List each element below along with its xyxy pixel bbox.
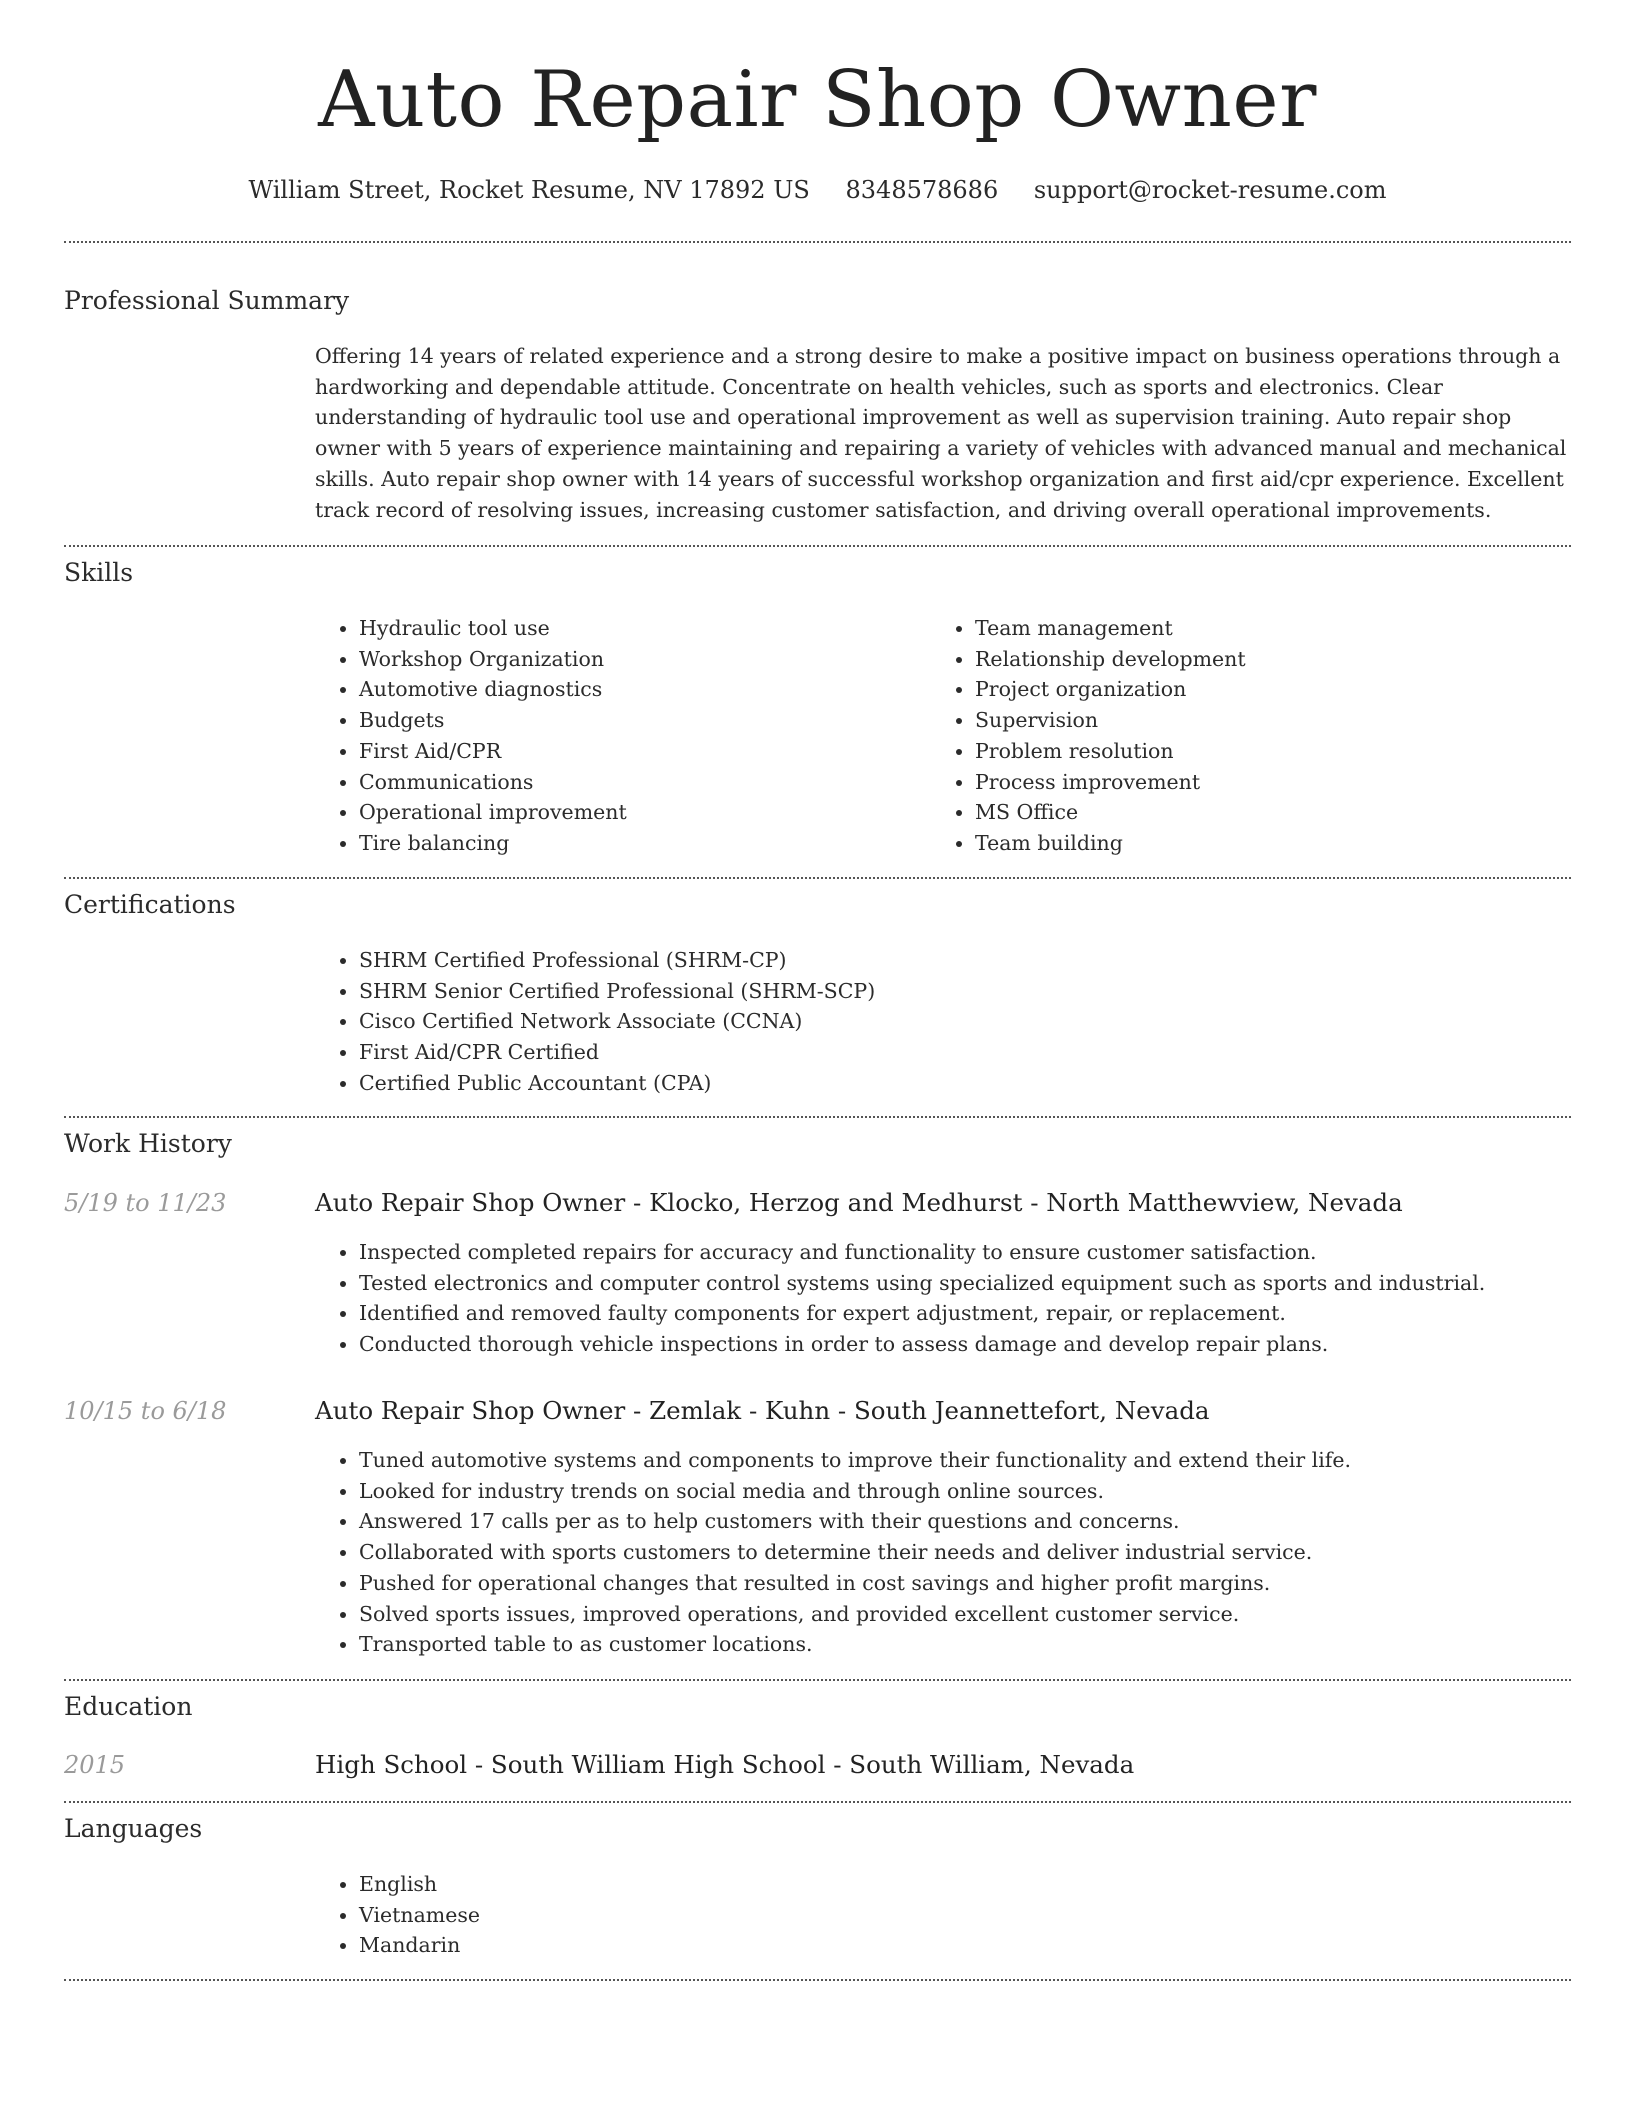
job-bullet: • Conducted thorough vehicle inspections in order to assess damage and develop repair plans. (359, 1329, 1571, 1360)
skill-item: • Relationship development (975, 644, 1531, 675)
job-bullet: • Pushed for operational changes that resulted in cost savings and higher profit margins. (359, 1568, 1571, 1599)
skill-item: • Process improvement (975, 767, 1531, 798)
skill-item: • Project organization (975, 674, 1531, 705)
skill-item: • Budgets (359, 705, 915, 736)
skills-list-left (315, 613, 915, 859)
job-dates: 5/19 to 11/23 (64, 1189, 227, 1217)
skill-item: • Operational improvement (359, 797, 915, 828)
section-divider (64, 545, 1571, 547)
skill-item: • Tire balancing (359, 828, 915, 859)
skill-item: • Hydraulic tool use (359, 613, 915, 644)
job-bullets (315, 1445, 1571, 1660)
education-entry: High School - South William High School - South William, Nevada (315, 1750, 1135, 1779)
section-divider (64, 1979, 1571, 1981)
skill-item: • Supervision (975, 705, 1531, 736)
resume-title: Auto Repair Shop Owner (318, 55, 1317, 145)
skill-item: • Problem resolution (975, 736, 1531, 767)
skill-item: • MS Office (975, 797, 1531, 828)
job-dates: 10/15 to 6/18 (64, 1397, 227, 1425)
certification-item: • Certified Public Accountant (CPA) (359, 1068, 1571, 1099)
languages-heading: Languages (64, 1814, 203, 1843)
skill-item: • Team building (975, 828, 1531, 859)
certification-item: • SHRM Senior Certified Professional (SHRM-SCP) (359, 976, 1571, 1007)
section-divider (64, 877, 1571, 879)
section-divider (64, 1679, 1571, 1681)
skill-item: • Communications (359, 767, 915, 798)
section-divider (64, 1801, 1571, 1803)
languages-list (315, 1869, 1571, 1961)
education-year: 2015 (64, 1751, 126, 1779)
section-divider (64, 1116, 1571, 1118)
skill-item: • Workshop Organization (359, 644, 915, 675)
language-item: • Vietnamese (359, 1900, 1571, 1931)
job-bullet: • Solved sports issues, improved operations, and provided excellent customer service. (359, 1599, 1571, 1630)
certification-item: • SHRM Certified Professional (SHRM-CP) (359, 945, 1571, 976)
contact-phone: 8348578686 (845, 176, 999, 204)
skills-list-right (931, 613, 1531, 859)
language-item: • Mandarin (359, 1930, 1571, 1961)
job-bullet: • Collaborated with sports customers to determine their needs and deliver industrial service. (359, 1537, 1571, 1568)
certifications-list (315, 945, 1571, 1099)
skill-item: • Team management (975, 613, 1531, 644)
section-divider (64, 241, 1571, 243)
job-bullets (315, 1237, 1571, 1360)
job-bullet: • Tuned automotive systems and components to improve their functionality and extend their life. (359, 1445, 1571, 1476)
skill-item: • Automotive diagnostics (359, 674, 915, 705)
certifications-heading: Certifications (64, 890, 236, 919)
contact-address: William Street, Rocket Resume, NV 17892 US (248, 176, 810, 204)
job-bullet: • Inspected completed repairs for accuracy and functionality to ensure customer satisfaction. (359, 1237, 1571, 1268)
certification-item: • First Aid/CPR Certified (359, 1037, 1571, 1068)
job-bullet: • Tested electronics and computer control systems using specialized equipment such as sports and industrial. (359, 1268, 1571, 1299)
contact-line (64, 170, 1571, 210)
skill-item: • First Aid/CPR (359, 736, 915, 767)
contact-email: support@rocket-resume.com (1033, 176, 1387, 204)
summary-text: Offering 14 years of related experience and a strong desire to make a positive impact on business operations through a hardworking and dependable attitude. Concentrate on health vehicles, such as sports and electronics. Clear understanding of hydraulic tool use and operational improvement as well as supervision training. Auto repair shop owner with 5 years of experience maintaining and repairing a variety of vehicles with advanced manual and mechanical skills. Auto repair shop owner with 14 years of successful workshop organization and first aid/cpr experience. Excellent track record of resolving issues, increasing customer satisfaction, and driving overall operational improvements. (315, 344, 1567, 522)
summary-heading: Professional Summary (64, 286, 350, 315)
certification-item: • Cisco Certified Network Associate (CCNA) (359, 1006, 1571, 1037)
job-title: Auto Repair Shop Owner - Zemlak - Kuhn - South Jeannettefort, Nevada (315, 1396, 1210, 1425)
job-bullet: • Looked for industry trends on social media and through online sources. (359, 1476, 1571, 1507)
work-history-heading: Work History (64, 1129, 232, 1158)
skills-heading: Skills (64, 558, 134, 587)
job-title: Auto Repair Shop Owner - Klocko, Herzog and Medhurst - North Matthewview, Nevada (315, 1188, 1403, 1217)
job-bullet: • Transported table to as customer locations. (359, 1629, 1571, 1660)
education-heading: Education (64, 1692, 193, 1721)
language-item: • English (359, 1869, 1571, 1900)
job-bullet: • Answered 17 calls per as to help customers with their questions and concerns. (359, 1506, 1571, 1537)
job-bullet: • Identified and removed faulty components for expert adjustment, repair, or replacement. (359, 1298, 1571, 1329)
